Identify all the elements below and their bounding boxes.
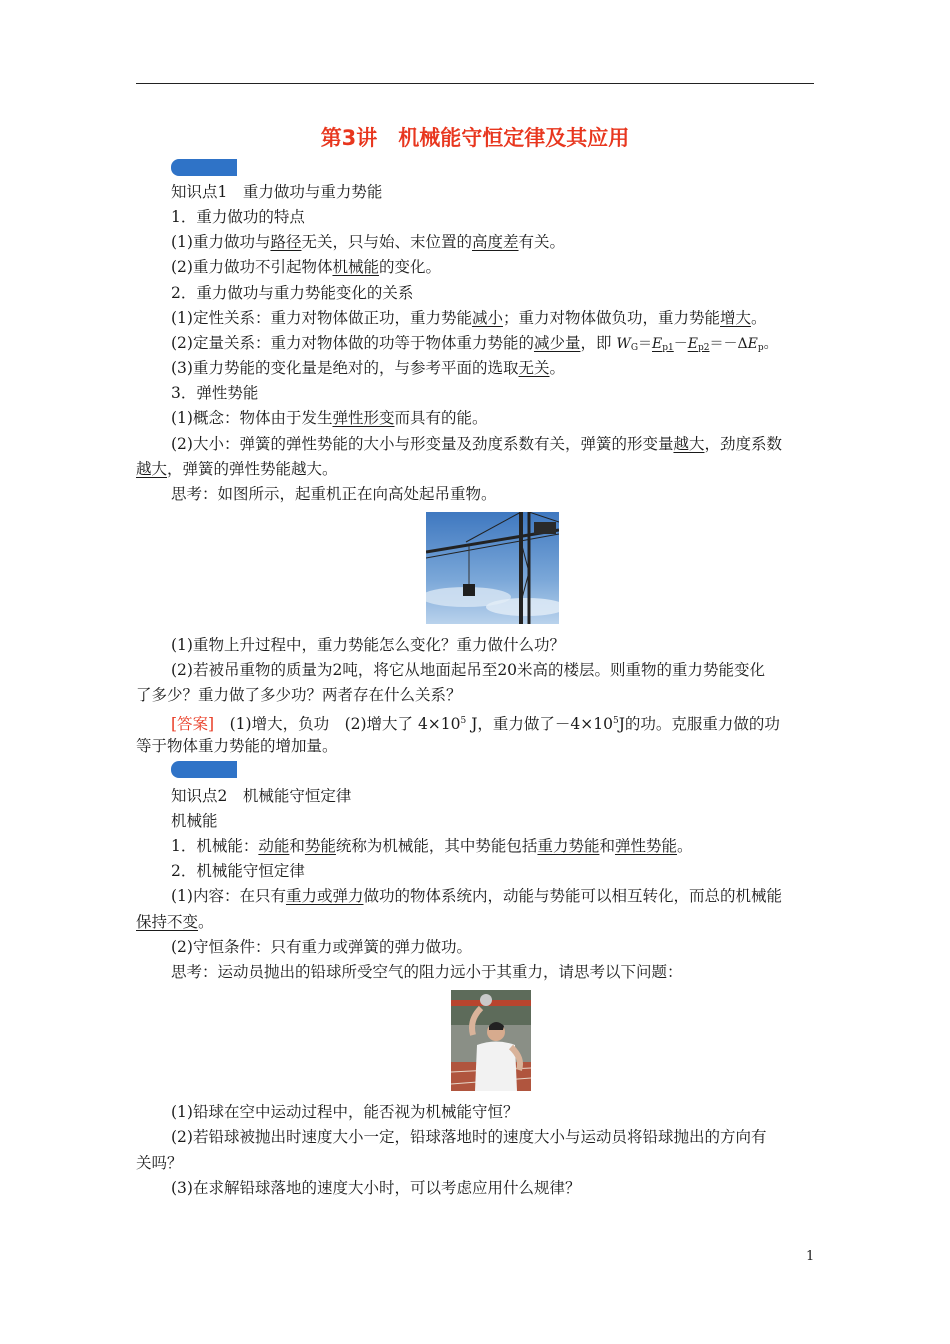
shot-put-photo [451,990,531,1091]
paragraph: (1)内容：在只有重力或弹力做功的物体系统内，动能与势能可以相互转化，而总的机械能 [171,887,782,905]
formula: $W_G=E_{p1}-E_{p2}=-\Delta E_p$。 [616,336,778,353]
section-heading: 知识点2 机械能守恒定律 [171,787,352,805]
question: (2)若被吊重物的质量为2吨，将它从地面起吊至20米高的楼层。则重物的重力势能变化 [171,661,766,679]
paragraph: (2)大小：弹簧的弹性势能的大小与形变量及劲度系数有关，弹簧的形变量越大，劲度系数 [171,435,782,453]
paragraph: (1)重力做功与路径无关，只与始、末位置的高度差有关。 [171,233,566,251]
crane-photo [426,512,559,624]
answer: [答案] (1)增大，负功 (2)增大了 $4\times 10^5$ J，重力做了$-4\times 10^5J$的功。克服重力做的功 [171,715,780,733]
point-title: 1．重力做功的特点 [171,208,305,226]
point-title: 2．重力做功与重力势能变化的关系 [171,284,414,302]
header-rule [136,83,814,84]
think-prompt: 思考：如图所示，起重机正在向高处起吊重物。 [171,485,497,503]
paragraph: (2)定量关系：重力对物体做的功等于物体重力势能的减少量，即 $W_G=E_{p1}-E_{p2}=-\Delta E_p$。 [171,334,778,353]
paragraph: (3)重力势能的变化量是绝对的，与参考平面的选取无关。 [171,359,565,377]
paragraph: (2)守恒条件：只有重力或弹簧的弹力做功。 [171,938,472,956]
point-title: 2．机械能守恒定律 [171,862,305,880]
section-badge [171,159,237,176]
section-heading: 知识点1 重力做功与重力势能 [171,183,383,201]
paragraph: 越大，弹簧的弹性势能越大。 [136,460,338,478]
question: (1)重物上升过程中，重力势能怎么变化？重力做什么功？ [171,636,565,654]
question: (1)铅球在空中运动过程中，能否视为机械能守恒？ [171,1103,519,1121]
paragraph: (2)重力做功不引起物体机械能的变化。 [171,258,441,276]
question: (3)在求解铅球落地的速度大小时，可以考虑应用什么规律？ [171,1179,581,1197]
question: 了多少？重力做了多少功？两者存在什么关系？ [136,686,462,704]
paragraph: 保持不变。 [136,913,214,931]
page-number: 1 [806,1249,815,1264]
answer-tag: [答案] [171,715,215,733]
question: (2)若铅球被抛出时速度大小一定，铅球落地时的速度大小与运动员将铅球抛出的方向有 [171,1128,767,1146]
paragraph: (1)定性关系：重力对物体做正功，重力势能减小；重力对物体做负功，重力势能增大。 [171,309,767,327]
think-prompt: 思考：运动员抛出的铅球所受空气的阻力远小于其重力，请思考以下问题： [171,963,683,981]
paragraph: 1．机械能：动能和势能统称为机械能，其中势能包括重力势能和弹性势能。 [171,837,693,855]
paragraph: (1)概念：物体由于发生弹性形变而具有的能。 [171,409,488,427]
sub-heading: 机械能 [171,812,218,830]
point-title: 3．弹性势能 [171,384,259,402]
question: 关吗？ [136,1154,183,1172]
answer: 等于物体重力势能的增加量。 [136,737,338,755]
section-badge [171,761,237,778]
page-title: 第3讲 机械能守恒定律及其应用 [320,126,630,150]
